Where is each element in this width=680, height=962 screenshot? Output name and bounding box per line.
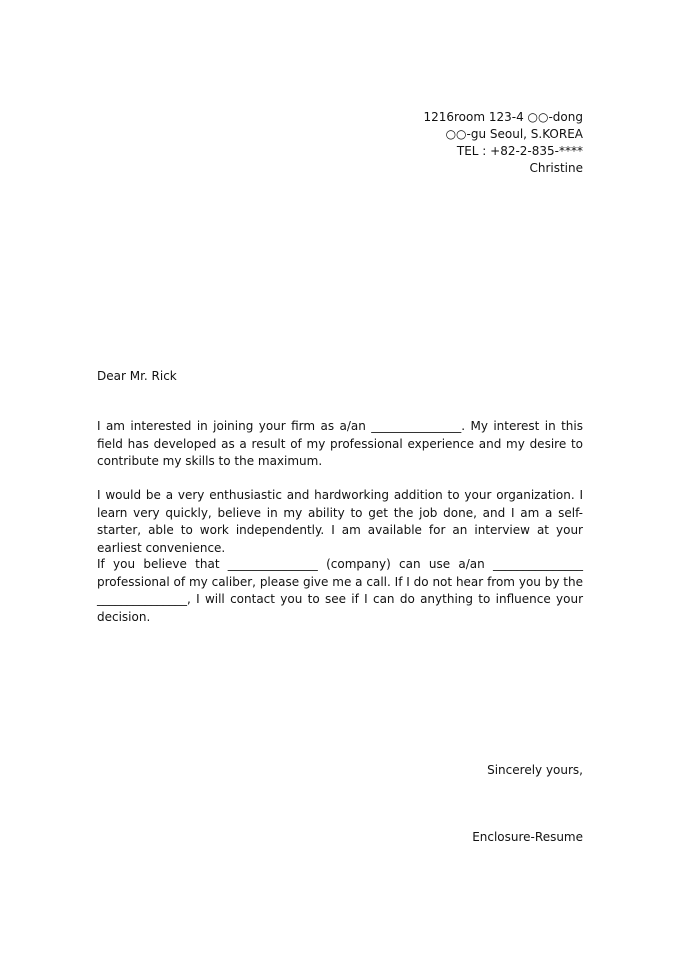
sender-address-line1: 1216room 123-4 ○○-dong — [423, 110, 583, 124]
paragraph-qualities: I would be a very enthusiastic and hardworking addition to your organization. I learn very quickly, believe in my ability to get the job done, and I am a self-starter, able to work independently. I am available for an interview at your earliest convenience. — [97, 488, 583, 555]
enclosure-note: Enclosure-Resume — [472, 830, 583, 844]
sender-address-block — [423, 109, 583, 177]
sender-address-line2: ○○-gu Seoul, S.KOREA — [445, 127, 583, 141]
closing: Sincerely yours, — [487, 763, 583, 777]
salutation: Dear Mr. Rick — [97, 369, 177, 383]
sender-name: Christine — [529, 161, 583, 175]
paragraph-interest: I am interested in joining your firm as a/an _______________. My interest in this field has developed as a result of my professional experience and my desire to contribute my skills to the maximum. — [97, 419, 583, 468]
sender-phone: TEL : +82-2-835-**** — [456, 144, 583, 158]
paragraph-call-to-action: If you believe that _______________ (company) can use a/an _______________ professional of my caliber, please give me a call. If I do not hear from you by the _______________, I will contact you to see if I can do anything to influence your decision. — [97, 557, 583, 624]
